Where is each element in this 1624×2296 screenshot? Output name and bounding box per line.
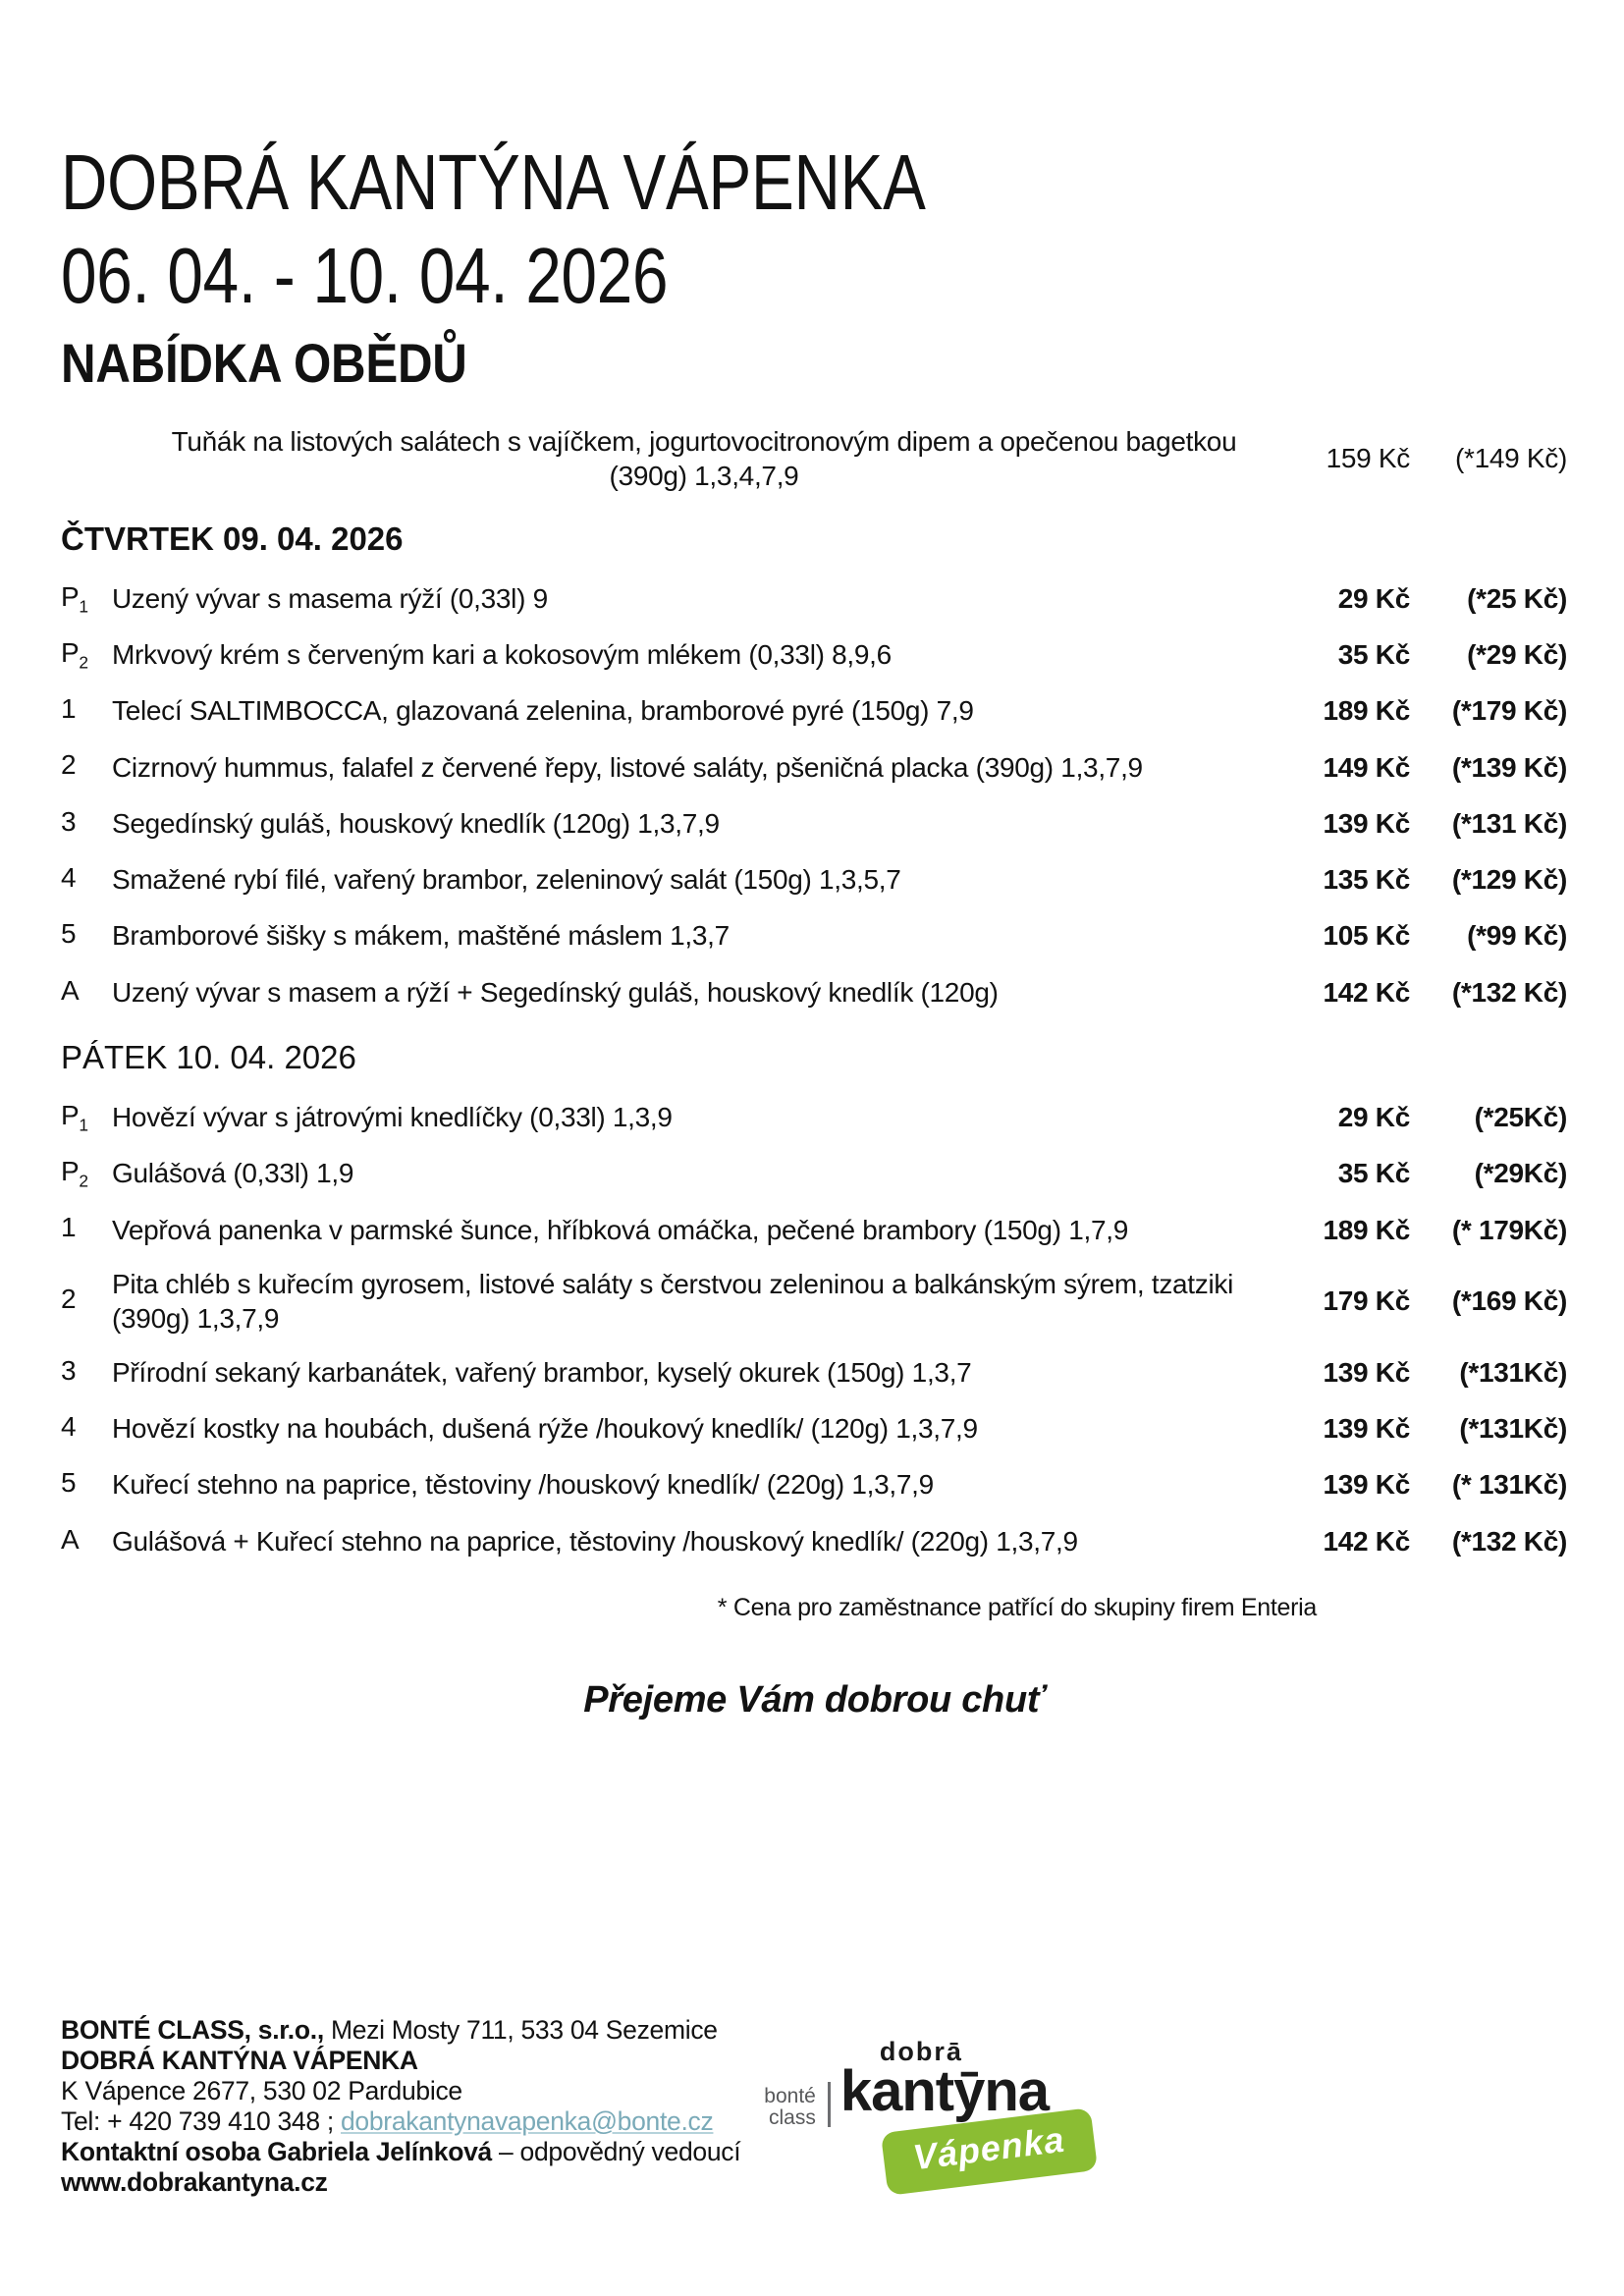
- menu-item-row: [61, 973, 1567, 1011]
- item-code: 5: [61, 1467, 77, 1499]
- closing-message: Přejeme Vám dobrou chuť: [583, 1678, 1045, 1721]
- item-price: 179 Kč: [1323, 1285, 1410, 1317]
- logo-kantyna-text: kantȳna: [839, 2059, 1050, 2123]
- vapenka-badge: Vápenka: [881, 2107, 1098, 2196]
- item-description: Vepřová panenka v parmské šunce, hříbková omáčka, pečené brambory (150g) 1,7,9: [112, 1214, 1128, 1245]
- section-heading-thursday: ČTVRTEK 09. 04. 2026: [61, 519, 404, 557]
- item-description: Hovězí vývar s játrovými knedlíčky (0,33l) 1,3,9: [112, 1101, 673, 1132]
- item-price: 142 Kč: [1323, 1525, 1410, 1557]
- item-description: Smažené rybí filé, vařený brambor, zeleninový salát (150g) 1,3,5,7: [112, 864, 901, 896]
- item-price: 35 Kč: [1337, 638, 1410, 670]
- menu-item-row: [61, 1465, 1567, 1503]
- item-description: Telecí SALTIMBOCCA, glazovaná zelenina, bramborové pyré (150g) 7,9: [112, 695, 974, 727]
- item-price-discounted: (*169 Kč): [1451, 1285, 1567, 1317]
- item-description: Gulášová (0,33l) 1,9: [112, 1158, 354, 1189]
- item-code: 3: [61, 805, 77, 837]
- menu-item-row: [61, 579, 1567, 618]
- section-heading-friday: PÁTEK 10. 04. 2026: [61, 1038, 356, 1075]
- footer-contact-block: [61, 2015, 740, 2198]
- item-price: 35 Kč: [1337, 1158, 1410, 1189]
- footer-company-line: BONTÉ CLASS, s.r.o., Mezi Mosty 711, 533 04 Sezemice: [61, 2015, 718, 2045]
- item-description: Uzený vývar s masem a rýží + Segedínský guláš, houskový knedlík (120g): [112, 976, 999, 1008]
- item-price: 142 Kč: [1323, 976, 1410, 1008]
- item-price: 105 Kč: [1323, 920, 1410, 952]
- item-description: [112, 424, 1300, 493]
- item-price-discounted: (*29Kč): [1474, 1158, 1567, 1189]
- item-code: 4: [61, 861, 77, 893]
- page-title: DOBRÁ KANTÝNA VÁPENKA: [61, 138, 926, 226]
- menu-list: [61, 424, 1567, 1560]
- item-price: 29 Kč: [1337, 1101, 1410, 1132]
- menu-item-row: [61, 1098, 1567, 1136]
- item-price-discounted: (* 179Kč): [1451, 1214, 1567, 1245]
- item-code: 2: [61, 1284, 77, 1315]
- menu-item-row: [61, 1353, 1567, 1392]
- item-price-discounted: (*149 Kč): [1454, 443, 1567, 474]
- item-code: 2: [61, 749, 77, 781]
- item-price: 159 Kč: [1326, 443, 1410, 474]
- menu-subtitle: NABÍDKA OBĚDŮ: [61, 332, 467, 395]
- logo-divider: [828, 2082, 831, 2127]
- menu-item-row: [61, 635, 1567, 674]
- footer-contact-person: Kontaktní osoba Gabriela Jelínková – odpovědný vedoucí: [61, 2137, 741, 2166]
- item-code: 1: [61, 1212, 77, 1243]
- item-code: $P_2$: [61, 636, 88, 673]
- footer-phone-line: Tel: + 420 739 410 348 ; dobrakantynavapenka@bonte.cz: [61, 2106, 714, 2136]
- item-code: A: [61, 1523, 80, 1555]
- date-range: 06. 04. - 10. 04. 2026: [61, 232, 669, 320]
- employee-price-footnote: * Cena pro zaměstnance patřící do skupiny firem Enteria: [717, 1593, 1317, 1621]
- menu-item-row: [61, 1210, 1567, 1248]
- item-description: Mrkvový krém s červeným kari a kokosovým mlékem (0,33l) 8,9,6: [112, 638, 892, 670]
- email-link[interactable]: dobrakantynavapenka@bonte.cz: [340, 2106, 714, 2136]
- item-price: 149 Kč: [1323, 751, 1410, 783]
- item-description: Segedínský guláš, houskový knedlík (120g) 1,3,7,9: [112, 807, 720, 839]
- menu-item-row: [61, 1522, 1567, 1560]
- item-description: Gulášová + Kuřecí stehno na paprice, těstoviny /houskový knedlík/ (220g) 1,3,7,9: [112, 1525, 1078, 1557]
- item-price: 139 Kč: [1323, 1469, 1410, 1501]
- item-price: 29 Kč: [1337, 582, 1410, 614]
- item-code: 3: [61, 1354, 77, 1386]
- item-price: 139 Kč: [1323, 1356, 1410, 1388]
- item-description: Bramborové šišky s mákem, maštěné máslem 1,3,7: [112, 920, 730, 952]
- item-description: Přírodní sekaný karbanátek, vařený brambor, kyselý okurek (150g) 1,3,7: [112, 1356, 972, 1388]
- menu-item-row: [61, 1154, 1567, 1192]
- item-price: 139 Kč: [1323, 1413, 1410, 1445]
- menu-item-row: [61, 916, 1567, 955]
- item-price: 189 Kč: [1323, 695, 1410, 727]
- item-description-line2: (390g) 1,3,4,7,9: [609, 460, 799, 491]
- footer: [61, 2015, 1095, 2198]
- menu-item-row: [61, 860, 1567, 899]
- item-price-discounted: (* 131Kč): [1451, 1469, 1567, 1501]
- item-description: Kuřecí stehno na paprice, těstoviny /houskový knedlík/ (220g) 1,3,7,9: [112, 1469, 934, 1501]
- menu-item-row: [61, 691, 1567, 730]
- footer-address: K Vápence 2677, 530 02 Pardubice: [61, 2076, 462, 2105]
- bonte-class-wordmark: bonté class: [764, 2085, 816, 2129]
- item-price-discounted: (*129 Kč): [1451, 864, 1567, 896]
- item-price-discounted: (*131 Kč): [1451, 807, 1567, 839]
- item-code: 1: [61, 693, 77, 725]
- brand-logo: [764, 2039, 1095, 2183]
- item-description: Cizrnový hummus, falafel z červené řepy, listové saláty, pšeničná placka (390g) 1,3,7,9: [112, 751, 1143, 783]
- menu-item-row: [61, 804, 1567, 843]
- item-price-discounted: (*25Kč): [1474, 1101, 1567, 1132]
- item-description: Uzený vývar s masema rýží (0,33l) 9: [112, 582, 548, 614]
- kantyna-wordmark: [840, 2039, 1095, 2183]
- item-price-discounted: (*131Kč): [1459, 1356, 1567, 1388]
- item-price-discounted: (*25 Kč): [1467, 582, 1567, 614]
- item-price: 139 Kč: [1323, 807, 1410, 839]
- item-description-line1: Tuňák na listových salátech s vajíčkem, jogurtovocitronovým dipem a opečenou bagetkou: [171, 425, 1237, 457]
- item-price-discounted: (*131Kč): [1459, 1413, 1567, 1445]
- item-price-discounted: (*132 Kč): [1451, 976, 1567, 1008]
- footer-website: www.dobrakantyna.cz: [61, 2167, 328, 2197]
- menu-item-row: [61, 1409, 1567, 1448]
- item-price: 189 Kč: [1323, 1214, 1410, 1245]
- menu-item-row: [61, 424, 1567, 493]
- item-code: $P_1$: [61, 580, 88, 617]
- item-description: Pita chléb s kuřecím gyrosem, listové saláty s čerstvou zeleninou a balkánským sýrem, tzatziki (390g) 1,3,7,9: [112, 1268, 1234, 1334]
- menu-item-row: [61, 747, 1567, 786]
- item-code: $P_2$: [61, 1156, 88, 1191]
- logo-dobra-text: dobrā: [879, 2037, 963, 2066]
- item-code: 5: [61, 918, 77, 950]
- item-price-discounted: (*139 Kč): [1451, 751, 1567, 783]
- footer-canteen-name: DOBRÁ KANTÝNA VÁPENKA: [61, 2046, 418, 2075]
- item-price-discounted: (*132 Kč): [1451, 1525, 1567, 1557]
- item-code: A: [61, 974, 80, 1006]
- item-price-discounted: (*179 Kč): [1451, 695, 1567, 727]
- item-price: 135 Kč: [1323, 864, 1410, 896]
- item-price-discounted: (*29 Kč): [1467, 638, 1567, 670]
- item-code: $P_1$: [61, 1099, 88, 1135]
- menu-item-row: [61, 1267, 1567, 1336]
- item-code: 4: [61, 1410, 77, 1442]
- item-price-discounted: (*99 Kč): [1467, 920, 1567, 952]
- item-description: Hovězí kostky na houbách, dušená rýže /houkový knedlík/ (120g) 1,3,7,9: [112, 1413, 978, 1445]
